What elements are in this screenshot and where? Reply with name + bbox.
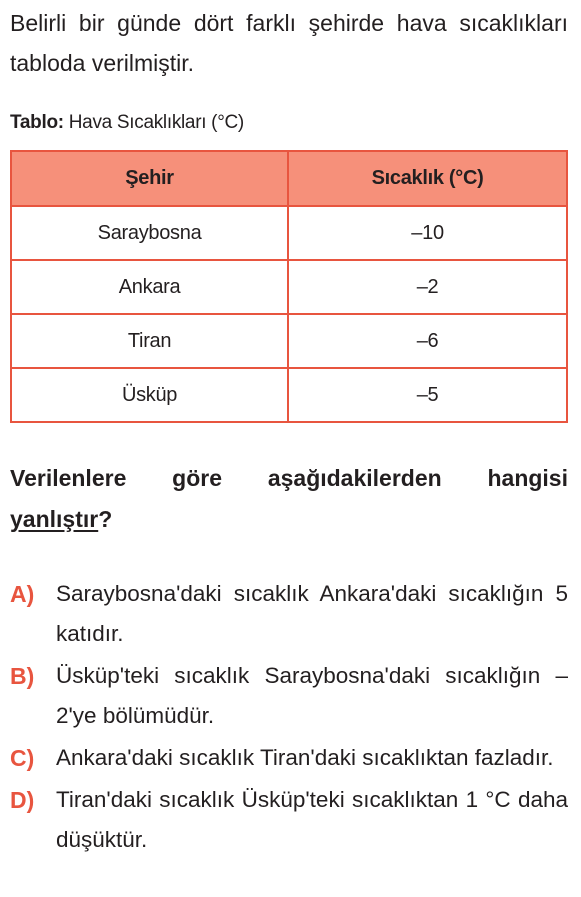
option-a[interactable] <box>10 574 568 654</box>
question-text: Verilenlere göre aşağıdakilerden hangisi <box>10 465 568 491</box>
city-cell: Üsküp <box>11 368 288 422</box>
city-cell: Tiran <box>11 314 288 368</box>
table-row <box>11 206 567 260</box>
table-caption <box>10 108 244 138</box>
table-header-row <box>11 151 567 206</box>
table-row <box>11 260 567 314</box>
option-text: Üsküp'teki sıcaklık Saraybosna'daki sıcaklığın –2'ye bölümüdür. <box>56 663 568 728</box>
question-stem <box>10 458 568 540</box>
option-text: Ankara'daki sıcaklık Tiran'daki sıcaklıktan fazladır. <box>56 745 554 770</box>
temperature-cell: –5 <box>288 368 567 422</box>
option-letter: C) <box>10 745 35 771</box>
option-c[interactable] <box>10 738 568 778</box>
temperature-table <box>10 150 568 423</box>
answer-options <box>10 574 568 862</box>
header-temperature: Sıcaklık (°C) <box>288 151 567 206</box>
option-letter: A) <box>10 581 35 607</box>
option-d[interactable] <box>10 780 568 860</box>
caption-text: Hava Sıcaklıkları (°C) <box>63 112 244 133</box>
header-city: Şehir <box>11 151 288 206</box>
option-letter: B) <box>10 663 35 689</box>
option-text: Saraybosna'daki sıcaklık Ankara'daki sıcaklığın 5 katıdır. <box>56 581 568 646</box>
table-row <box>11 368 567 422</box>
city-cell: Saraybosna <box>11 206 288 260</box>
table-row <box>11 314 567 368</box>
temperature-cell: –6 <box>288 314 567 368</box>
temperature-cell: –10 <box>288 206 567 260</box>
temperature-cell: –2 <box>288 260 567 314</box>
option-text: Tiran'daki sıcaklık Üsküp'teki sıcaklıktan 1 °C daha düşüktür. <box>56 787 568 852</box>
intro-paragraph: Belirli bir günde dört farklı şehirde hava sıcaklıkları tabloda verilmiştir. <box>10 10 568 76</box>
question-underlined-word: yanlıştır <box>10 506 99 532</box>
question-end: ? <box>98 506 113 532</box>
option-letter: D) <box>10 787 35 813</box>
option-b[interactable] <box>10 656 568 736</box>
city-cell: Ankara <box>11 260 288 314</box>
caption-label: Tablo: <box>10 112 64 133</box>
